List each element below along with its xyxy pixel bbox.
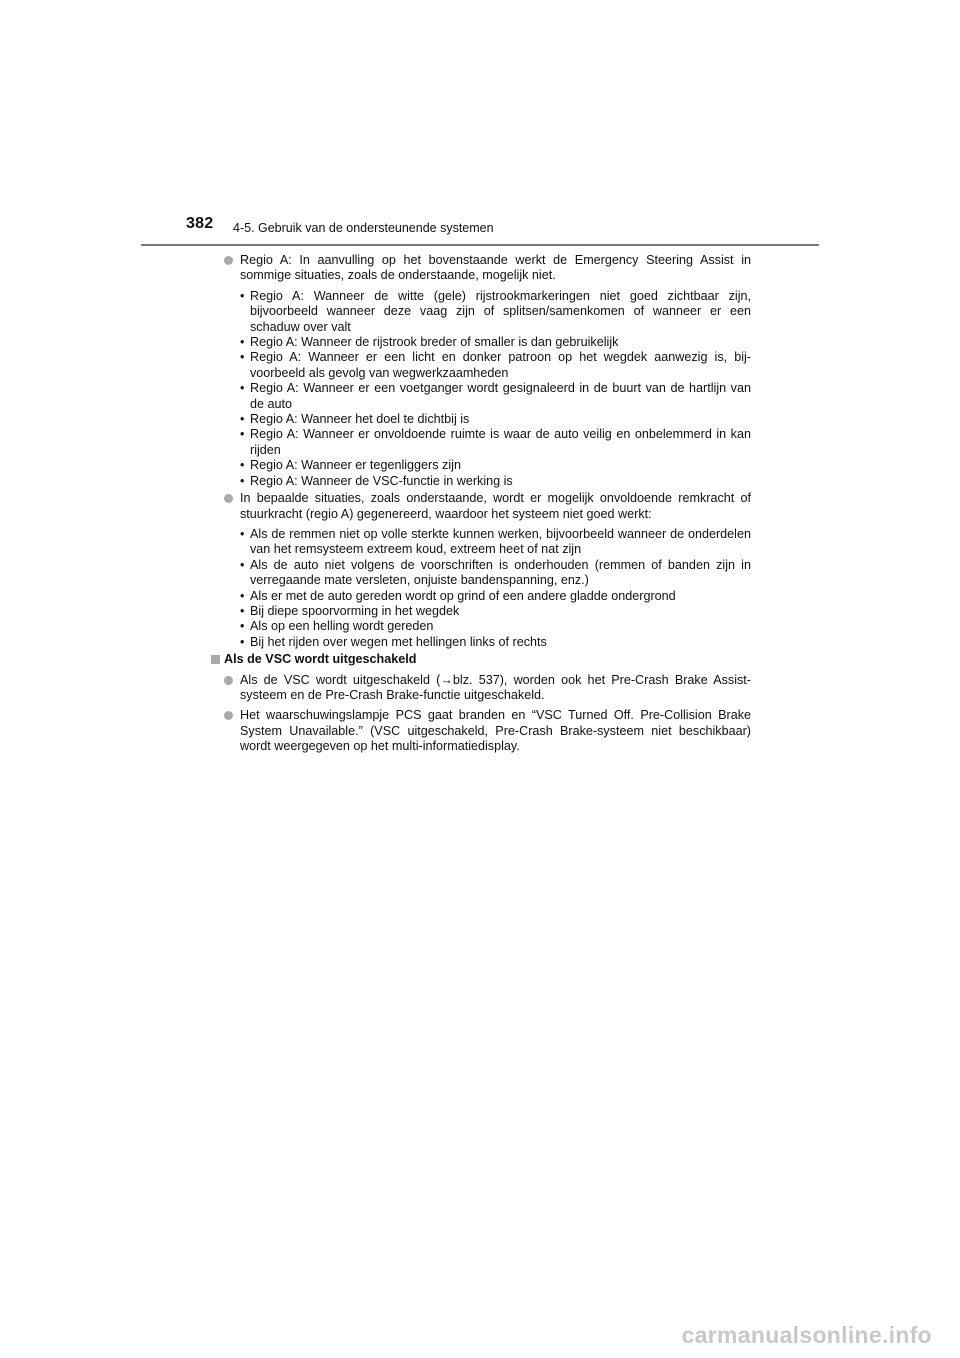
- page-number: 382: [186, 215, 214, 232]
- list-item: • Bij diepe spoorvorming in het wegdek: [240, 603, 460, 618]
- sub-list-emergency-steering: [223, 289, 751, 489]
- bullet-dot-icon: [224, 494, 233, 503]
- list-item: • Als de auto niet volgens de voorschriften is onderhouden (remmen of banden zijn in verregaande mate versleten, onjuiste bandenspanning, enz.): [240, 557, 751, 588]
- sub-bullet-icon: •: [240, 412, 245, 427]
- list-item: • Als er met de auto gereden wordt op grind of een andere gladde ondergrond: [240, 588, 676, 603]
- bullet-pcs-warning: [223, 708, 751, 754]
- bullet-emergency-steering: [223, 253, 751, 284]
- list-item: • Als op een helling wordt gereden: [240, 619, 434, 634]
- list-item: • Regio A: Wanneer er een licht en donker patroon op het wegdek aanwezig is, bijvoorbeeld als gevolg van wegwerkzaamheden: [240, 350, 751, 380]
- watermark: carmanualsonline.info: [681, 1322, 932, 1348]
- bullet-text: Als de VSC wordt uitgeschakeld (→blz. 537), worden ook het Pre-Crash Brake Assist-systeem en de Pre-Crash Brake-functie uitgeschakeld.: [240, 672, 751, 702]
- list-item: • Regio A: Wanneer er een voetganger wordt gesignaleerd in de buurt van de hartlijn van de auto: [240, 381, 751, 411]
- list-item: • Regio A: Wanneer het doel te dichtbij is: [240, 412, 470, 427]
- list-item: • Als de remmen niet op volle sterkte kunnen werken, bijvoorbeeld wanneer de onderdelen van het remsysteem extreem koud, extreem heet of nat zijn: [240, 526, 751, 557]
- sub-bullet-icon: •: [240, 473, 245, 488]
- sub-bullet-icon: •: [240, 458, 245, 473]
- square-bullet-icon: [211, 655, 220, 664]
- bullet-text: Het waarschuwingslampje PCS gaat branden en “VSC Turned Off. Pre-Collision Brake System Unavailable.” (VSC uitgeschakeld, Pre-Crash Brake-systeem niet beschikbaar) wordt weergegeven op het multi-informatiedisplay.: [240, 708, 751, 754]
- list-item: • Regio A: Wanneer de witte (gele) rijstrookmarkeringen niet goed zichtbaar zijn, bijvoorbeeld wanneer deze vaag zijn of splitsen/samenkomen of wanneer er een schaduw over valt: [240, 288, 751, 334]
- bullet-text: In bepaalde situaties, zoals onderstaande, wordt er mogelijk onvoldoende remkracht of stuurkracht (regio A) gegenereerd, waardoor het systeem niet goed werkt:: [240, 491, 751, 521]
- sub-list-insufficient-force: [223, 527, 751, 650]
- list-item: • Regio A: Wanneer de rijstrook breder of smaller is dan gebruikelijk: [240, 335, 619, 350]
- sub-bullet-icon: •: [240, 557, 245, 572]
- list-item: • Regio A: Wanneer de VSC-functie in werking is: [240, 473, 513, 488]
- sub-bullet-icon: •: [240, 526, 245, 541]
- sub-bullet-icon: •: [240, 350, 245, 365]
- bullet-dot-icon: [224, 256, 233, 265]
- header-rule: [141, 244, 819, 246]
- bullet-insufficient-force: [223, 491, 751, 522]
- list-item: • Regio A: Wanneer er tegenliggers zijn: [240, 458, 461, 473]
- sub-bullet-icon: •: [240, 288, 245, 303]
- sub-bullet-icon: •: [240, 588, 245, 603]
- sub-bullet-icon: •: [240, 427, 245, 442]
- list-item: • Bij het rijden over wegen met hellingen links of rechts: [240, 634, 547, 649]
- bullet-vsc-disabled: [223, 673, 751, 704]
- sub-bullet-icon: •: [240, 603, 245, 618]
- sub-bullet-icon: •: [240, 335, 245, 350]
- bullet-dot-icon: [224, 676, 233, 685]
- heading-text: Als de VSC wordt uitgeschakeld: [224, 652, 417, 667]
- section-title: 4-5. Gebruik van de ondersteunende systemen: [233, 221, 494, 235]
- section-heading-vsc: [211, 652, 751, 667]
- bullet-text: Regio A: In aanvulling op het bovenstaande werkt de Emergency Steering Assist in sommige situaties, zoals de onderstaande, mogelijk niet.: [240, 253, 751, 283]
- bullet-dot-icon: [224, 711, 233, 720]
- sub-bullet-icon: •: [240, 381, 245, 396]
- list-item: • Regio A: Wanneer er onvoldoende ruimte is waar de auto veilig en onbelemmerd in kan rijden: [240, 427, 751, 457]
- sub-bullet-icon: •: [240, 634, 245, 649]
- page-content: [223, 253, 751, 760]
- sub-bullet-icon: •: [240, 619, 245, 634]
